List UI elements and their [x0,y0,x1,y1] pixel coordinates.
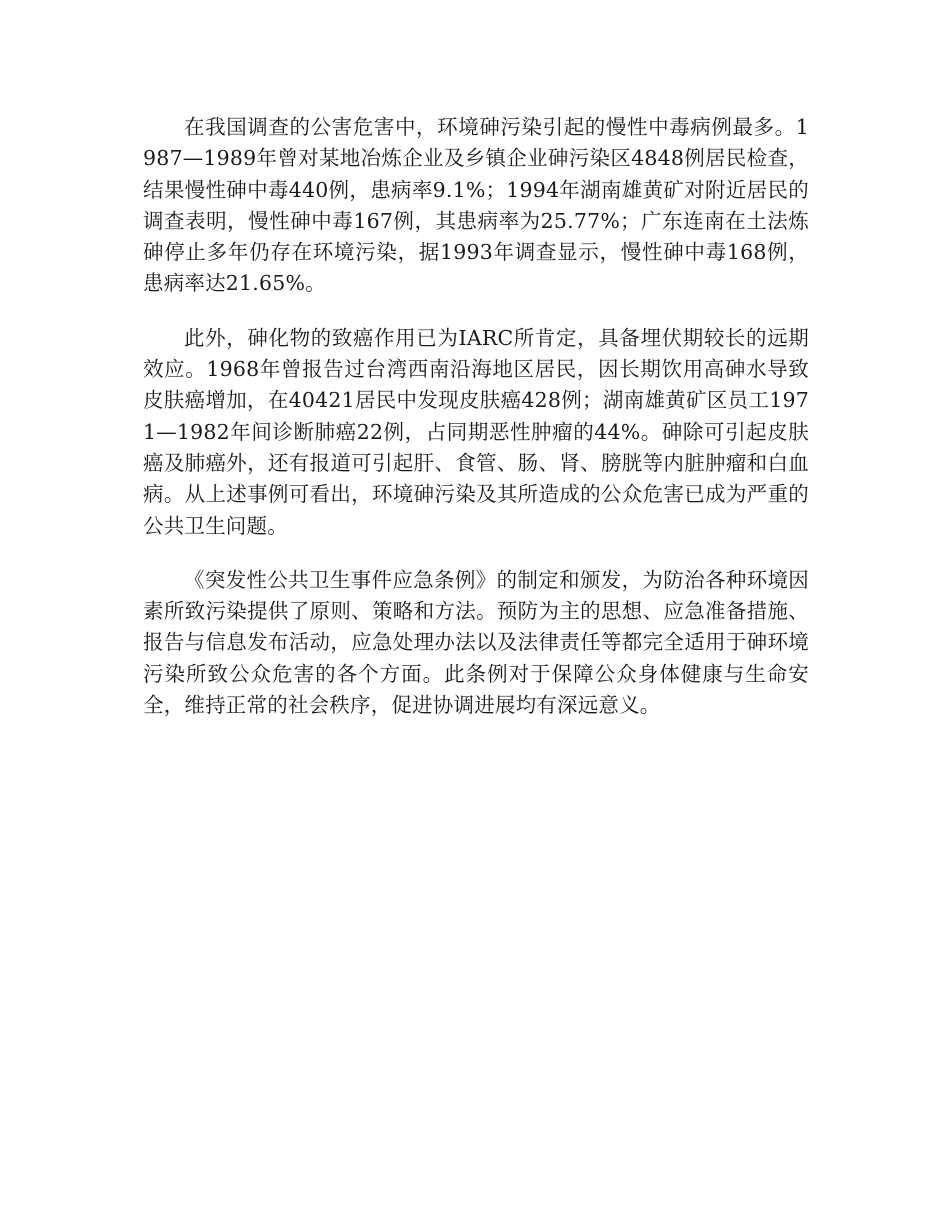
paragraph-emergency-regulations: 《突发性公共卫生事件应急条例》的制定和颁发，为防治各种环境因素所致污染提供了原则、策略和方法。预防为主的思想、应急准备措施、报告与信息发布活动，应急处理办法以及法律责任等都完全适用于砷环境污染所致公众危害的各个方面。此条例对于保障公众身体健康与生命安全，维持正常的社会秩序，促进协调进展均有深远意义。 [143,567,809,718]
paragraph-arsenic-poisoning-cases: 在我国调查的公害危害中，环境砷污染引起的慢性中毒病例最多。1987—1989年曾对某地冶炼企业及乡镇企业砷污染区4848例居民检查，结果慢性砷中毒440例，患病率9.1%；1994年湖南雄黄矿对附近居民的调查表明，慢性砷中毒167例，其患病率为25.77%；广东连南在土法炼砷停止多年仍存在环境污染，据1993年调查显示，慢性砷中毒168例，患病率达21.65%。 [143,115,809,296]
paragraph-carcinogenic-effects: 此外，砷化物的致癌作用已为IARC所肯定，具备埋伏期较长的远期效应。1968年曾报告过台湾西南沿海地区居民，因长期饮用高砷水导致皮肤癌增加，在40421居民中发现皮肤癌428例；湖南雄黄矿区员工1971—1982年间诊断肺癌22例，占同期恶性肿瘤的44%。砷除可引起皮肤癌及肺癌外，还有报道可引起肝、食管、肠、肾、膀胱等内脏肿瘤和白血病。从上述事例可看出，环境砷污染及其所造成的公众危害已成为严重的公共卫生问题。 [143,325,809,538]
document-body [143,112,809,744]
